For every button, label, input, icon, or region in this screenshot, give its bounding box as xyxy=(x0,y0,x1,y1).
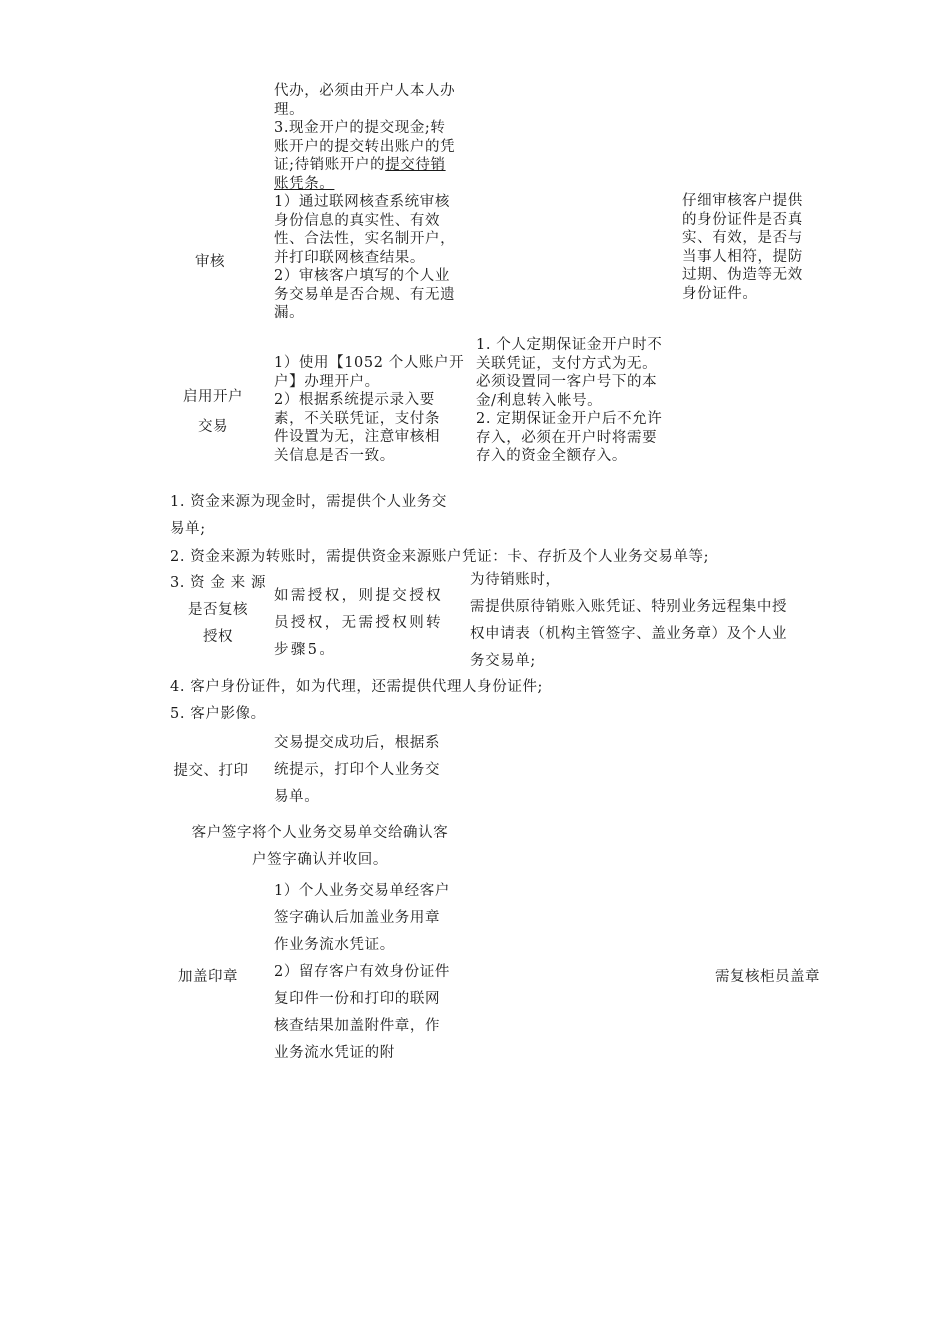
open-line-5: 件设置为无，注意审核相 xyxy=(274,429,441,445)
audit-row-procedure xyxy=(274,82,474,323)
stamp-row-note: 需复核柜员盖章 xyxy=(715,969,820,985)
audit-note-5: 过期、伪造等无效 xyxy=(682,267,803,283)
audit-line-9: 性、合法性，实名制开户， xyxy=(274,231,456,247)
open-risk-7: 存入的资金全额存入。 xyxy=(476,448,627,464)
open-label-2: 交易 xyxy=(198,419,228,435)
note-block-top xyxy=(170,489,870,571)
auth-note-1: 为待销账时， xyxy=(470,572,561,588)
audit-line-12: 务交易单是否合规、有无遗 xyxy=(274,286,456,303)
auth-note-4: 务交易单; xyxy=(470,653,536,669)
audit-line-1: 代办，必须由开户人本人办 xyxy=(274,83,456,99)
note-5: 5. 客户影像。 xyxy=(170,706,266,722)
open-line-4: 素，不关联凭证，支付条 xyxy=(274,410,441,427)
sign-line-2: 户签字确认并收回。 xyxy=(252,852,388,868)
auth-row-notes xyxy=(470,567,820,675)
stamp-line-5: 复印件一份和打印的联网 xyxy=(274,991,441,1007)
open-label-1: 启用开户 xyxy=(183,389,243,405)
open-row-procedure xyxy=(274,354,474,465)
audit-line-4: 账开户的提交转出账户的凭 xyxy=(274,138,456,155)
open-risk-5: 2. 定期保证金开户后不允许 xyxy=(476,411,663,427)
open-row-label xyxy=(170,382,256,442)
audit-underlined-a: 提交待销 xyxy=(385,157,446,173)
auth-line-3: 步骤5。 xyxy=(274,642,337,658)
audit-row-label: 审核 xyxy=(195,254,225,270)
auth-row-procedure xyxy=(274,583,464,664)
open-risk-1: 1. 个人定期保证金开户时不 xyxy=(476,337,663,353)
stamp-line-7: 业务流水凭证的附 xyxy=(274,1045,395,1061)
note-4: 4. 客户身份证件，如为代理，还需提供代理人身份证件; xyxy=(170,679,544,695)
open-risk-2: 关联凭证，支付方式为无。 xyxy=(476,355,658,372)
print-line-3: 易单。 xyxy=(274,789,320,805)
note-1a: 1. 资金来源为现金时，需提供个人业务交 xyxy=(170,494,447,510)
auth-label-2: 是否复核 xyxy=(188,602,248,618)
audit-underlined-b: 账凭条。 xyxy=(274,175,335,192)
audit-note-3: 实、有效，是否与 xyxy=(682,230,803,246)
stamp-line-4: 2）留存客户有效身份证件 xyxy=(274,964,450,980)
auth-line-1: 如需授权，则提交授权 xyxy=(274,588,443,604)
print-line-2: 统提示，打印个人业务交 xyxy=(274,762,441,778)
audit-line-3: 3.现金开户的提交现金;转 xyxy=(274,120,446,136)
auth-row-label xyxy=(170,570,266,651)
sign-line-1: 客户签字将个人业务交易单交给确认客 xyxy=(191,825,449,841)
audit-line-10: 并打印联网核查结果。 xyxy=(274,249,425,266)
stamp-row-procedure xyxy=(274,878,474,1067)
stamp-row-label: 加盖印章 xyxy=(178,969,238,985)
audit-line-13: 漏。 xyxy=(274,305,305,321)
sign-row xyxy=(170,820,470,874)
open-line-1: 1）使用【1052 个人账户开 xyxy=(274,355,465,371)
stamp-line-3: 作业务流水凭证。 xyxy=(274,937,395,953)
auth-label-1: 3. 资 金 来 源 xyxy=(170,575,266,591)
audit-line-11: 2）审核客户填写的个人业 xyxy=(274,268,450,284)
print-row-label: 提交、打印 xyxy=(173,763,249,779)
note-block-bottom xyxy=(170,674,870,728)
auth-line-2: 员授权，无需授权则转 xyxy=(274,615,443,631)
print-line-1: 交易提交成功后，根据系 xyxy=(274,735,441,751)
auth-note-3: 权申请表（机构主管签字、盖业务章）及个人业 xyxy=(470,626,788,642)
print-row-procedure xyxy=(274,730,474,811)
stamp-line-1: 1）个人业务交易单经客户 xyxy=(274,883,450,899)
auth-label-3: 授权 xyxy=(203,629,233,645)
audit-note-4: 当事人相符，提防 xyxy=(682,248,803,265)
audit-line-5-text: 证;待销账开户的 xyxy=(274,157,386,173)
open-row-risk xyxy=(476,336,676,466)
audit-note-6: 身份证件。 xyxy=(682,285,758,302)
open-risk-6: 存入，必须在开户时将需要 xyxy=(476,429,658,446)
audit-row-notes xyxy=(682,192,822,303)
stamp-line-6: 核查结果加盖附件章，作 xyxy=(274,1018,441,1034)
audit-line-2: 理。 xyxy=(274,101,305,118)
stamp-line-2: 签字确认后加盖业务用章 xyxy=(274,910,441,926)
auth-note-2: 需提供原待销账入账凭证、特别业务远程集中授 xyxy=(470,599,788,615)
open-line-3: 2）根据系统提示录入要 xyxy=(274,392,435,408)
open-line-2: 户】办理开户。 xyxy=(274,373,380,390)
open-line-6: 关信息是否一致。 xyxy=(274,447,395,464)
open-risk-3: 必须设置同一客户号下的本 xyxy=(476,374,658,390)
audit-line-8: 身份信息的真实性、有效 xyxy=(274,212,441,229)
audit-line-7: 1）通过联网核查系统审核 xyxy=(274,194,450,210)
audit-line-5 xyxy=(274,156,474,175)
audit-note-2: 的身份证件是否真 xyxy=(682,211,803,228)
note-2: 2. 资金来源为转账时，需提供资金来源账户凭证：卡、存折及个人业务交易单等; xyxy=(170,549,710,565)
note-1b: 易单; xyxy=(170,521,206,537)
audit-note-1: 仔细审核客户提供 xyxy=(682,193,803,209)
open-risk-4: 金/利息转入帐号。 xyxy=(476,392,603,409)
